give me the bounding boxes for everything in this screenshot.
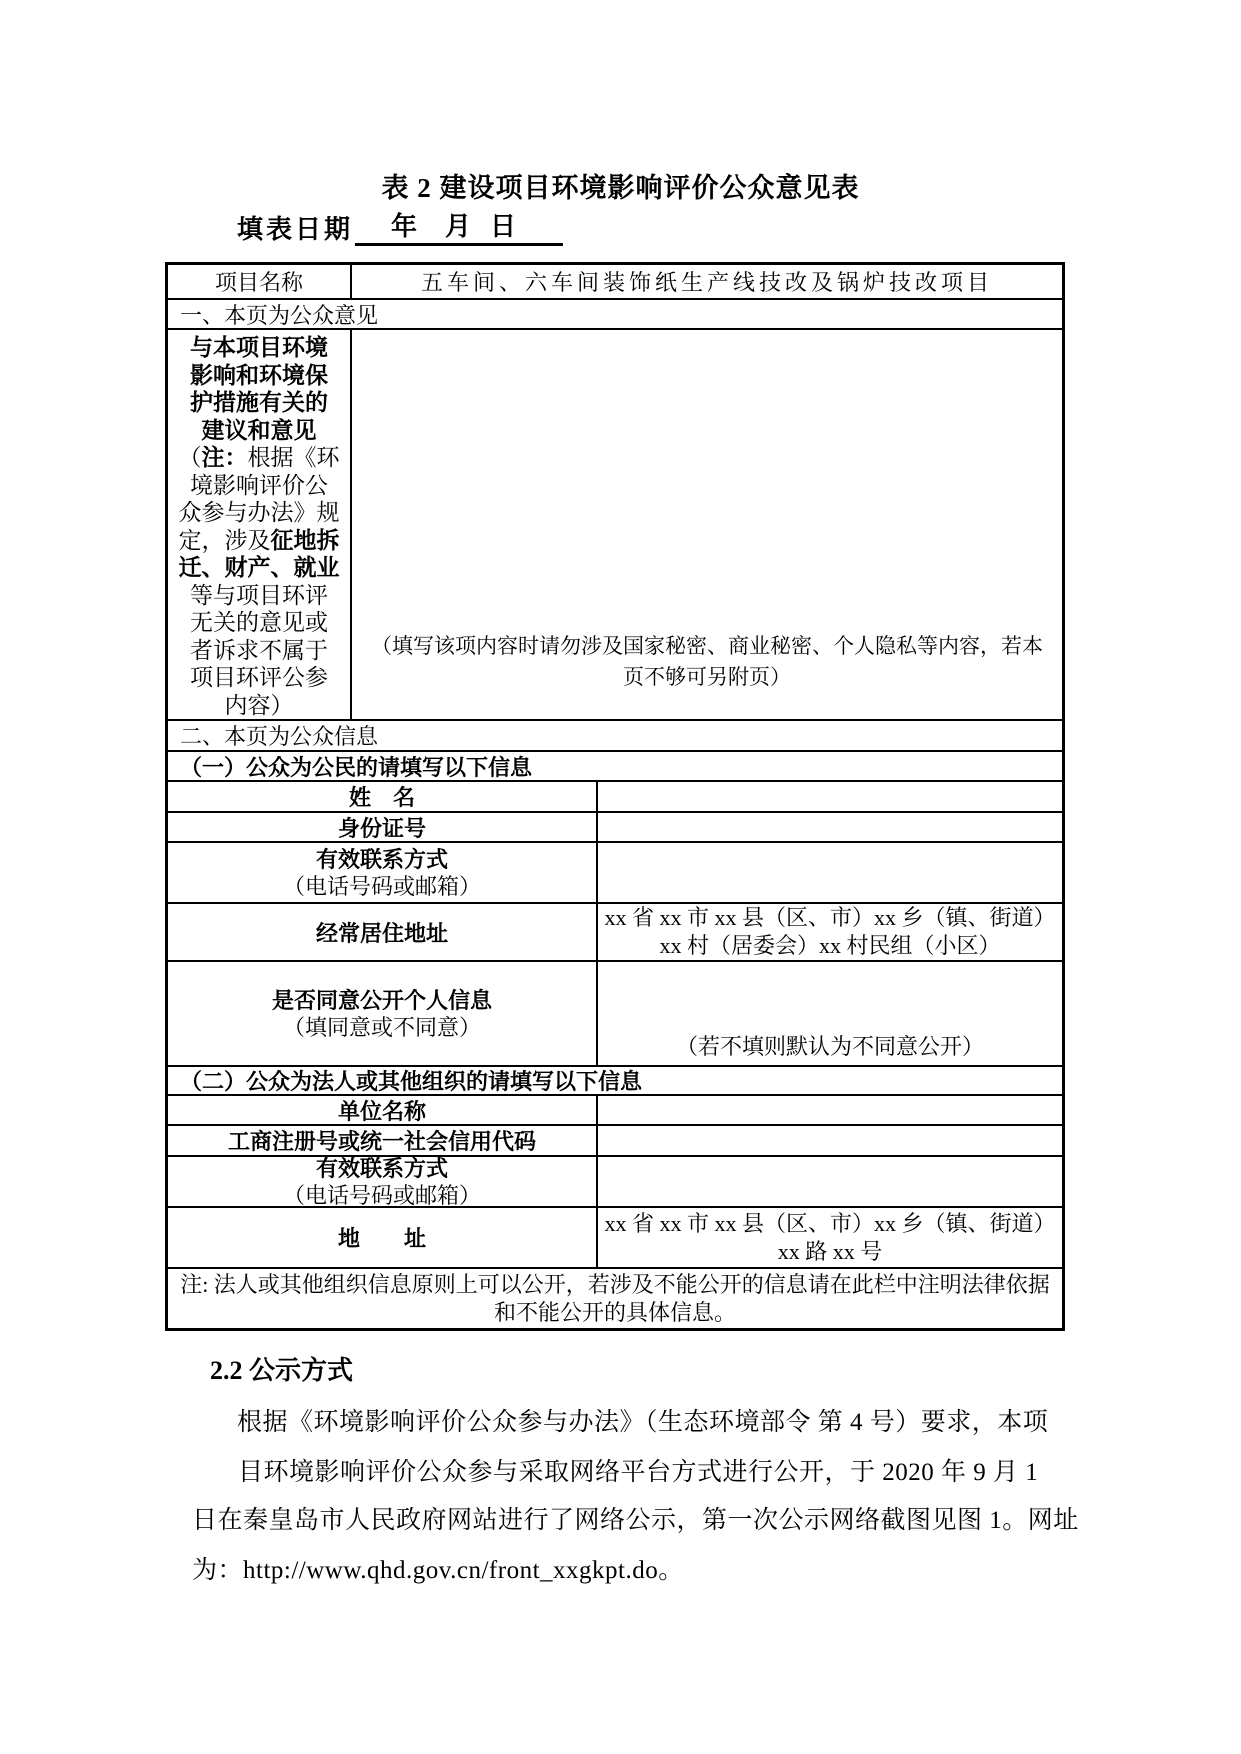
org-company-input-cell[interactable] [598, 1096, 1062, 1124]
org-registration-input-cell[interactable] [598, 1126, 1062, 1155]
public-opinion-form-table [165, 262, 1065, 1331]
opinion-label-line: 迁、财产、就业 [178, 555, 340, 580]
citizen-address-hint-line2: xx 村（居委会）xx 村民组（小区） [659, 933, 1001, 958]
org-address-input-cell[interactable] [598, 1208, 1062, 1267]
row-citizen-contact [168, 841, 1062, 902]
row-citizen-address [168, 902, 1062, 960]
org-registration-label: 工商注册号或统一社会信用代码 [168, 1126, 598, 1155]
opinion-label-line: 众参与办法》规 [178, 500, 340, 525]
table-footnote-line1: 注: 法人或其他组织信息原则上可以公开，若涉及不能公开的信息请在此栏中注明法律依据 [180, 1271, 1050, 1297]
opinion-label-line: 影响和环境保 [190, 362, 328, 388]
org-contact-sublabel: （电话号码或邮箱） [282, 1182, 481, 1208]
opinion-placeholder-line2: 页不够可另附页） [623, 665, 791, 689]
citizen-consent-sublabel: （填同意或不同意） [282, 1014, 481, 1040]
paragraph-line3: 日在秦皇岛市人民政府网站进行了网络公示，第一次公示网络截图见图 1。网址 [192, 1507, 1079, 1534]
citizen-contact-sublabel: （电话号码或邮箱） [282, 873, 481, 899]
citizen-contact-label: 有效联系方式 [315, 846, 448, 872]
citizen-address-input-cell[interactable] [598, 904, 1062, 960]
row-org-company [168, 1094, 1062, 1124]
opinion-label-line: 建议和意见 [201, 417, 317, 443]
opinion-label-line: 与本项目环境 [190, 335, 328, 360]
row-section2-header [168, 719, 1062, 750]
opinion-label-line: 者诉求不属于 [190, 637, 328, 663]
row-org-header [168, 1065, 1062, 1094]
citizen-name-input-cell[interactable] [598, 782, 1062, 811]
row-project-name [168, 265, 1062, 298]
opinion-label-line: 无关的意见或 [190, 610, 328, 635]
row-citizen-header [168, 750, 1062, 780]
citizen-address-label: 经常居住地址 [168, 904, 598, 960]
citizen-consent-label-cell [168, 962, 598, 1065]
table-footnote-line2: 和不能公开的具体信息。 [493, 1299, 736, 1325]
org-address-hint-line2: xx 路 xx 号 [777, 1238, 883, 1264]
form-date-line [237, 206, 563, 246]
citizen-id-label: 身份证号 [168, 813, 598, 841]
row-section1-header [168, 298, 1062, 328]
org-contact-label: 有效联系方式 [315, 1155, 448, 1181]
org-address-hint-line1: xx 省 xx 市 xx 县（区、市）xx 乡（镇、街道） [604, 1210, 1056, 1236]
date-year-label: 年 [391, 212, 418, 241]
project-name-label: 项目名称 [168, 265, 352, 298]
org-contact-label-cell [168, 1157, 598, 1206]
org-contact-input-cell[interactable] [598, 1157, 1062, 1206]
page-title: 表 2 建设项目环境影响评价公众意见表 [381, 173, 860, 203]
opinion-label-line: （注：根据《环 [178, 445, 340, 470]
section1-header: 一、本页为公众意见 [180, 302, 379, 328]
date-label: 填表日期 [237, 215, 354, 244]
project-name-value: 五车间、六车间装饰纸生产线技改及锅炉技改项目 [420, 270, 993, 295]
opinion-placeholder-line1: （填写该项内容时请勿涉及国家秘密、商业秘密、个人隐私等内容，若本 [371, 634, 1043, 658]
row-citizen-id [168, 811, 1062, 841]
row-table-footnote [168, 1267, 1062, 1328]
row-org-address [168, 1206, 1062, 1267]
row-org-registration [168, 1124, 1062, 1155]
opinion-label-cell [168, 330, 352, 719]
citizen-address-hint-line1: xx 省 xx 市 xx 县（区、市）xx 乡（镇、街道） [604, 905, 1056, 930]
citizen-section-header: （一）公众为公民的请填写以下信息 [180, 754, 533, 780]
citizen-name-label: 姓 名 [168, 782, 598, 811]
citizen-consent-note: （若不填则默认为不同意公开） [675, 1034, 984, 1059]
org-address-label: 地 址 [168, 1208, 598, 1267]
date-blank-field[interactable] [355, 206, 563, 246]
opinion-label-line: 项目环评公参 [190, 665, 328, 690]
opinion-input-cell[interactable] [352, 330, 1062, 719]
citizen-consent-label: 是否同意公开个人信息 [271, 987, 492, 1013]
date-month-label: 月 [445, 212, 472, 241]
opinion-label-line: 护措施有关的 [190, 390, 328, 415]
row-citizen-name [168, 780, 1062, 811]
opinion-label-line: 等与项目环评 [190, 582, 328, 608]
paragraph-line4-url: 为：http://www.qhd.gov.cn/front_xxgkpt.do。 [192, 1557, 684, 1584]
paragraph-line2: 目环境影响评价公众参与采取网络平台方式进行公开，于 2020 年 9 月 1 [238, 1459, 1039, 1486]
citizen-contact-label-cell [168, 843, 598, 902]
row-citizen-consent [168, 960, 1062, 1065]
citizen-id-input-cell[interactable] [598, 813, 1062, 841]
opinion-label-line: 境影响评价公 [190, 472, 328, 498]
opinion-label-line: 内容） [224, 692, 294, 718]
section2-header: 二、本页为公众信息 [180, 724, 379, 749]
paragraph-line1: 根据《环境影响评价公众参与办法》（生态环境部令 第 4 号）要求，本项 [237, 1409, 1049, 1436]
section-heading-2-2: 2.2 公示方式 [210, 1356, 354, 1385]
row-org-contact [168, 1155, 1062, 1206]
opinion-label-line: 定，涉及征地拆 [178, 527, 340, 553]
citizen-consent-input-cell[interactable] [598, 962, 1062, 1065]
row-opinion [168, 328, 1062, 719]
citizen-contact-input-cell[interactable] [598, 843, 1062, 902]
org-section-header: （二）公众为法人或其他组织的请填写以下信息 [180, 1069, 643, 1094]
date-day-label: 日 [490, 212, 517, 241]
org-company-label: 单位名称 [168, 1096, 598, 1124]
